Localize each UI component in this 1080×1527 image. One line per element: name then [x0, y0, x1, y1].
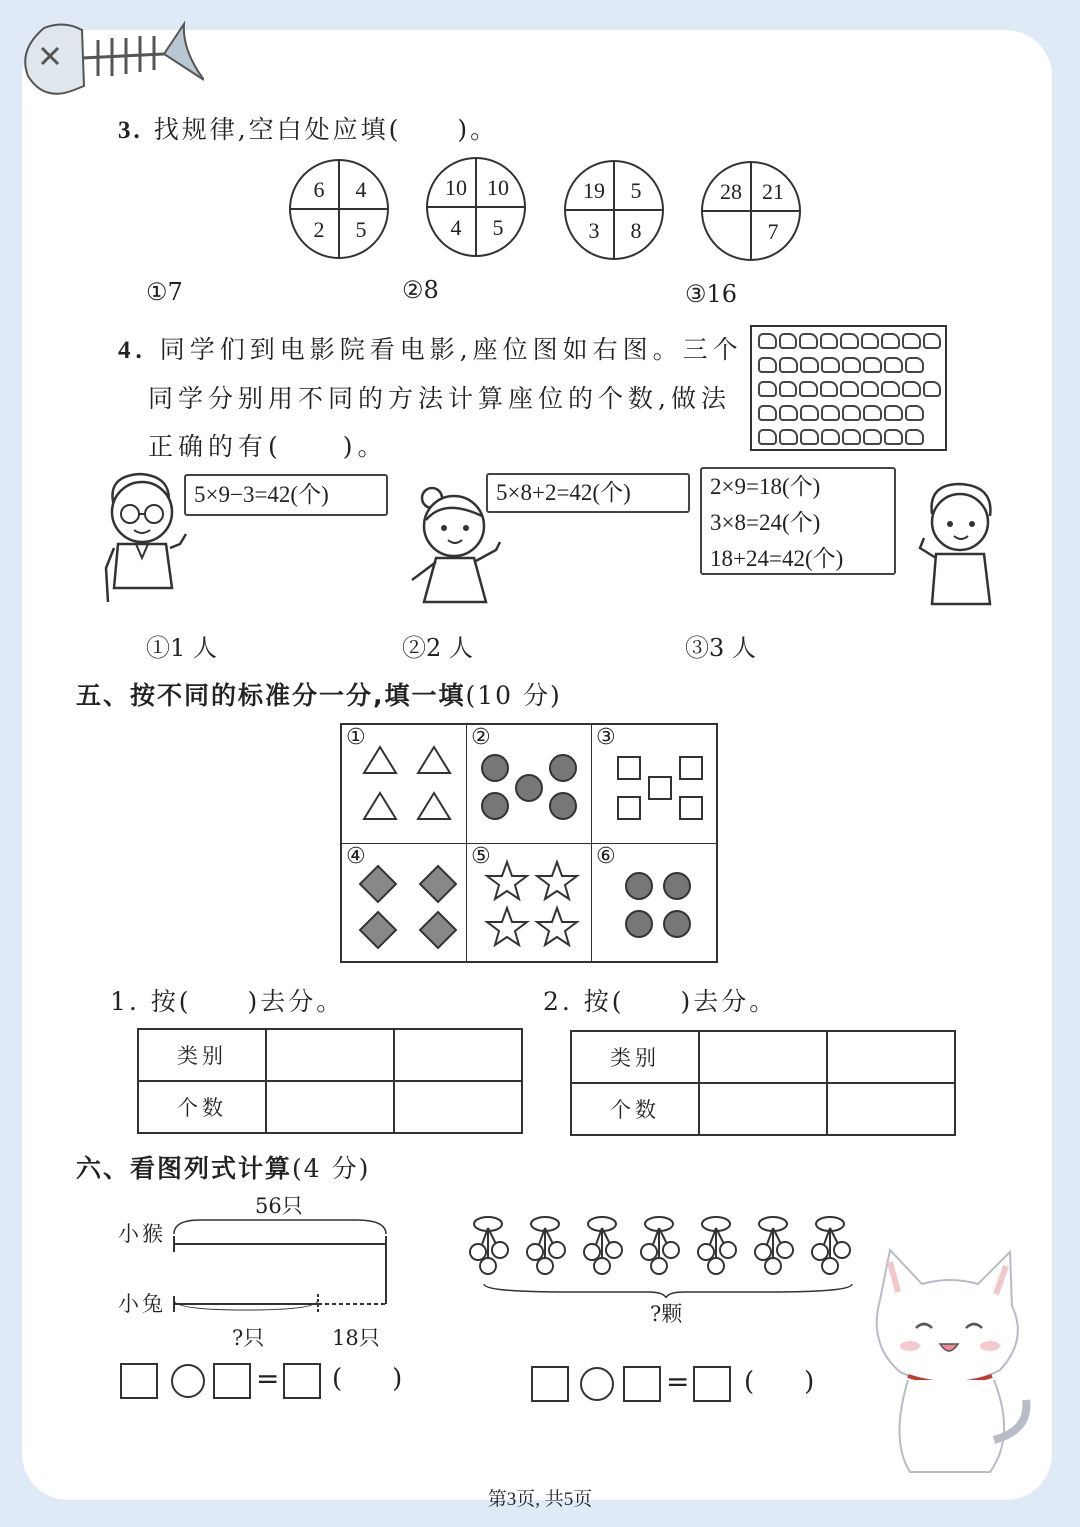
- method-line: 3×8=24(个): [710, 510, 821, 535]
- answer-cell[interactable]: [266, 1029, 394, 1081]
- grid-cell: [467, 725, 592, 844]
- unit-paren[interactable]: (): [332, 1364, 453, 1394]
- monkey-label: 小猴: [118, 1222, 166, 1246]
- seat-icon: [821, 405, 840, 421]
- q4-text-block: [118, 326, 743, 471]
- section5-heading: 五、按不同的标准分一分,填一填: [76, 681, 466, 710]
- triangle-icon: [418, 747, 450, 773]
- q3-option-2[interactable]: ②8: [402, 276, 439, 304]
- seat-icon: [842, 405, 861, 421]
- seat-icon: [863, 405, 882, 421]
- gray-circle-icon: [482, 793, 508, 819]
- seat-icon: [861, 333, 880, 349]
- gray-circle-icon: [550, 793, 576, 819]
- square-icon: [680, 757, 702, 779]
- section6-heading: 六、看图列式计算: [76, 1154, 293, 1183]
- seat-icon: [881, 333, 900, 349]
- classification-table-2: [570, 1030, 956, 1136]
- cherries-illustration: [468, 1214, 866, 1298]
- gray-circle-icon: [482, 755, 508, 781]
- seat-icon: [779, 381, 798, 397]
- square-icon: [680, 797, 702, 819]
- number-circle: [564, 160, 664, 260]
- circle-number: 7: [767, 219, 779, 244]
- seat-icon: [842, 429, 861, 445]
- q4-option-3[interactable]: ③3 人: [685, 634, 756, 662]
- triangle-icon: [364, 793, 396, 819]
- circle-number: 5: [630, 178, 642, 203]
- equals-sign: =: [256, 1362, 280, 1395]
- q3-text: 找规律,空白处应填( )。: [153, 115, 499, 144]
- diamond-icon: [420, 866, 456, 902]
- q4-option-1[interactable]: ①1 人: [146, 634, 217, 662]
- seat-icon: [884, 405, 903, 421]
- boy2-method-bubble: [700, 467, 896, 575]
- circle-number: 4: [450, 215, 462, 240]
- seat-icon: [863, 357, 882, 373]
- answer-cell[interactable]: [827, 1031, 955, 1083]
- answer-box[interactable]: [283, 1363, 321, 1399]
- cell-number: ④: [346, 844, 366, 869]
- gray-circle-icon: [626, 873, 652, 899]
- square-icon: [618, 797, 640, 819]
- seat-icon: [821, 429, 840, 445]
- seat-icon: [758, 333, 777, 349]
- section5-points: (10 分): [465, 681, 562, 710]
- seat-icon: [758, 405, 777, 421]
- number-circle: [701, 161, 801, 261]
- seat-icon: [820, 333, 839, 349]
- cell-number: ⑤: [471, 844, 491, 869]
- boy-icon: [914, 478, 1004, 610]
- circle-number: 5: [492, 215, 504, 240]
- count-label: 个数: [138, 1081, 266, 1133]
- q3-title: [118, 110, 498, 146]
- seat-icon: [902, 333, 921, 349]
- q4-line-2: 同学分别用不同的方法计算座位的个数,做法: [148, 384, 731, 413]
- page-footer: 第3页, 共5页: [487, 1489, 593, 1510]
- diamond-icon: [420, 912, 456, 948]
- seat-chart: [750, 325, 947, 451]
- square-icon: [618, 757, 640, 779]
- grid-cell: [592, 725, 717, 844]
- answer-box[interactable]: [531, 1366, 569, 1402]
- seat-row: [758, 429, 941, 453]
- cell-number: ⑥: [596, 844, 616, 869]
- grid-cell: [342, 725, 467, 844]
- answer-cell[interactable]: [827, 1083, 955, 1135]
- section6-title: [76, 1149, 370, 1185]
- q4-line-3: 正确的有( )。: [148, 432, 388, 461]
- star-icon: [487, 862, 527, 899]
- cell-number: ①: [346, 725, 366, 750]
- diamond-icon: [360, 912, 396, 948]
- circle-number: 28: [720, 179, 742, 204]
- seat-icon: [840, 381, 859, 397]
- classification-table-1: [137, 1028, 523, 1134]
- operator-circle[interactable]: [171, 1364, 205, 1398]
- seat-rows: [758, 333, 941, 453]
- count-label: 个数: [571, 1083, 699, 1135]
- answer-cell[interactable]: [699, 1083, 827, 1135]
- circle-number: 8: [630, 218, 642, 243]
- cell-number: ③: [596, 725, 616, 750]
- category-label: 类别: [571, 1031, 699, 1083]
- seat-icon: [758, 429, 777, 445]
- circle-number: 4: [355, 177, 367, 202]
- seat-icon: [861, 381, 880, 397]
- gray-circle-icon: [626, 911, 652, 937]
- circle-number: 3: [588, 218, 600, 243]
- grid-cell: [467, 844, 592, 963]
- q3-number: 3.: [118, 117, 143, 144]
- unit-paren[interactable]: (): [744, 1367, 865, 1397]
- number-circle: [289, 159, 389, 259]
- shape-grid: [340, 723, 718, 963]
- seat-icon: [800, 357, 819, 373]
- seat-icon: [863, 429, 882, 445]
- sec5-sub2: 2. 按( )去分。: [543, 987, 778, 1016]
- operator-circle[interactable]: [580, 1367, 614, 1401]
- seat-icon: [779, 429, 798, 445]
- seat-row: [758, 333, 941, 357]
- answer-cell[interactable]: [394, 1029, 522, 1081]
- seat-icon: [758, 357, 777, 373]
- q4-option-2[interactable]: ②2 人: [402, 634, 473, 662]
- answer-cell[interactable]: [699, 1031, 827, 1083]
- circle-number: 10: [487, 175, 509, 200]
- answer-box[interactable]: [120, 1363, 158, 1399]
- star-icon: [537, 862, 577, 899]
- seat-icon: [820, 381, 839, 397]
- circle-number: 10: [445, 175, 467, 200]
- section5-title: [76, 676, 562, 712]
- seat-icon: [905, 429, 924, 445]
- star-icon: [487, 908, 527, 945]
- seat-icon: [884, 357, 903, 373]
- seat-icon: [779, 357, 798, 373]
- triangle-icon: [364, 747, 396, 773]
- seat-row: [758, 381, 941, 405]
- cell-number: ②: [471, 725, 491, 750]
- boy-method-bubble: 5×9−3=42(个): [184, 474, 388, 516]
- seat-icon: [800, 429, 819, 445]
- seat-icon: [881, 381, 900, 397]
- diamond-icon: [360, 866, 396, 902]
- seat-row: [758, 357, 941, 381]
- seat-icon: [884, 429, 903, 445]
- q4-number: 4.: [118, 337, 147, 364]
- circle-number: 6: [313, 177, 325, 202]
- seat-icon: [758, 381, 777, 397]
- gray-circle-icon: [664, 911, 690, 937]
- answer-box[interactable]: [213, 1363, 251, 1399]
- grid-cell: [342, 844, 467, 963]
- category-label: 类别: [138, 1029, 266, 1081]
- q4-line-1: 同学们到电影院看电影,座位图如右图。三个: [159, 335, 743, 364]
- answer-cell[interactable]: [266, 1081, 394, 1133]
- method-line: 18+24=42(个): [710, 546, 844, 571]
- fishbone-icon: [14, 10, 204, 102]
- q3-option-3[interactable]: ③16: [685, 280, 738, 308]
- sec5-sub1: 1. 按( )去分。: [110, 987, 345, 1016]
- seat-icon: [923, 381, 942, 397]
- line-segment-diagram: [170, 1214, 392, 1314]
- part-label: 18只: [332, 1326, 380, 1350]
- seat-icon: [902, 381, 921, 397]
- answer-box[interactable]: [623, 1366, 661, 1402]
- answer-cell[interactable]: [394, 1081, 522, 1133]
- q3-option-1[interactable]: ①7: [146, 278, 183, 306]
- seat-icon: [799, 381, 818, 397]
- number-circle: [426, 157, 526, 257]
- boy-with-glasses-icon: [96, 468, 192, 608]
- answer-box[interactable]: [693, 1366, 731, 1402]
- square-icon: [649, 777, 671, 799]
- cherry-total-label: ?颗: [650, 1302, 683, 1326]
- girl-method-bubble: 5×8+2=42(个): [486, 473, 690, 513]
- rabbit-label: 小兔: [118, 1292, 166, 1316]
- grid-cell: [592, 844, 717, 963]
- seat-icon: [821, 357, 840, 373]
- seat-icon: [842, 357, 861, 373]
- seat-icon: [840, 333, 859, 349]
- seat-icon: [779, 333, 798, 349]
- circle-number: 2: [313, 217, 325, 242]
- star-icon: [537, 908, 577, 945]
- circle-number: 21: [762, 179, 784, 204]
- total-label: 56只: [255, 1194, 303, 1218]
- seat-icon: [905, 405, 924, 421]
- section6-points: (4 分): [292, 1154, 371, 1183]
- seat-icon: [923, 333, 942, 349]
- circle-number: 19: [583, 178, 605, 203]
- seat-icon: [779, 405, 798, 421]
- circle-number: 5: [355, 217, 367, 242]
- seat-row: [758, 405, 941, 429]
- seat-icon: [905, 357, 924, 373]
- method-line: 2×9=18(个): [710, 474, 821, 499]
- seat-icon: [799, 333, 818, 349]
- gray-circle-icon: [550, 755, 576, 781]
- triangle-icon: [418, 793, 450, 819]
- gray-circle-icon: [664, 873, 690, 899]
- seat-icon: [800, 405, 819, 421]
- cat-icon: [850, 1240, 1040, 1480]
- unknown-label: ?只: [232, 1326, 265, 1350]
- gray-circle-icon: [516, 775, 542, 801]
- equals-sign: =: [666, 1365, 690, 1398]
